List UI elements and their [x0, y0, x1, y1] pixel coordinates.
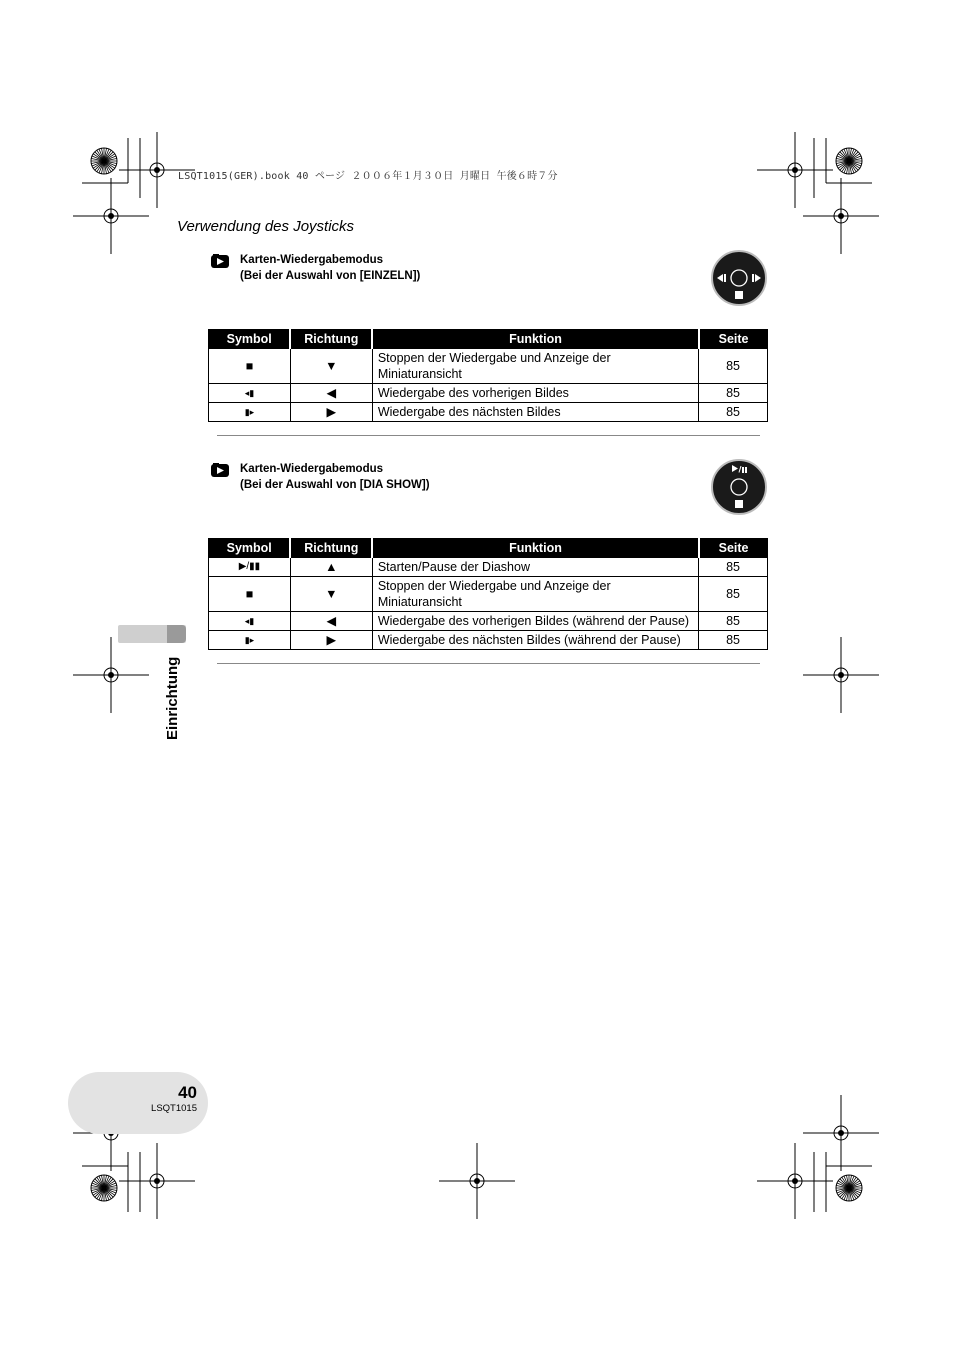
col-header: Symbol — [209, 329, 291, 349]
page-cell: 85 — [699, 349, 768, 384]
direction-cell: ▼ — [290, 577, 372, 612]
col-header: Funktion — [372, 329, 698, 349]
symbol-cell: ■ — [209, 349, 291, 384]
col-header: Seite — [699, 329, 768, 349]
direction-cell: ◀ — [290, 384, 372, 403]
direction-cell: ▶ — [290, 403, 372, 422]
function-cell: Stoppen der Wiedergabe und Anzeige der Miniaturansicht — [372, 577, 698, 612]
mode-subtitle: (Bei der Auswahl von [EINZELN]) — [240, 270, 421, 282]
function-cell: Wiedergabe des vorherigen Bildes — [372, 384, 698, 403]
model-code: LSQT1015 — [151, 1103, 197, 1114]
col-header: Richtung — [290, 538, 372, 558]
table-row — [209, 349, 768, 384]
card-playback-icon — [211, 254, 229, 268]
table-row — [209, 577, 768, 612]
col-header: Symbol — [209, 538, 291, 558]
page-cell: 85 — [699, 577, 768, 612]
col-header: Seite — [699, 538, 768, 558]
page-cell: 85 — [699, 558, 768, 577]
page-cell: 85 — [699, 631, 768, 650]
direction-cell: ▲ — [290, 558, 372, 577]
page-number: 40 — [178, 1083, 197, 1102]
divider — [217, 663, 760, 664]
mode-subtitle: (Bei der Auswahl von [DIA SHOW]) — [240, 479, 430, 491]
function-table-dia-show — [208, 538, 768, 650]
print-header: LSQT1015(GER).book 40 ページ ２００６年１月３０日 月曜日 午後６時７分 — [178, 171, 558, 182]
mode-title: Karten-Wiedergabemodus — [240, 254, 384, 266]
card-playback-icon — [211, 463, 229, 477]
chapter-label: Einrichtung — [164, 656, 181, 740]
table-row — [209, 403, 768, 422]
symbol-cell: ▮▸ — [209, 631, 291, 650]
page-cell: 85 — [699, 612, 768, 631]
function-cell: Wiedergabe des vorherigen Bildes (während der Pause) — [372, 612, 698, 631]
mode-title: Karten-Wiedergabemodus — [240, 463, 384, 475]
table-row — [209, 612, 768, 631]
joystick-slideshow-icon — [710, 458, 768, 516]
function-cell: Stoppen der Wiedergabe und Anzeige der Miniaturansicht — [372, 349, 698, 384]
function-table-einzeln — [208, 329, 768, 422]
direction-cell: ◀ — [290, 612, 372, 631]
table-row — [209, 631, 768, 650]
symbol-cell: ▶/▮▮ — [209, 558, 291, 577]
chapter-tab-marker — [167, 625, 186, 643]
col-header: Funktion — [372, 538, 698, 558]
page-cell: 85 — [699, 403, 768, 422]
divider — [217, 435, 760, 436]
table-row — [209, 384, 768, 403]
joystick-single-icon — [710, 249, 768, 307]
function-cell: Wiedergabe des nächsten Bildes (während der Pause) — [372, 631, 698, 650]
col-header: Richtung — [290, 329, 372, 349]
page-cell: 85 — [699, 384, 768, 403]
direction-cell: ▼ — [290, 349, 372, 384]
symbol-cell: ◂▮ — [209, 612, 291, 631]
symbol-cell: ▮▸ — [209, 403, 291, 422]
direction-cell: ▶ — [290, 631, 372, 650]
table-row — [209, 558, 768, 577]
symbol-cell: ◂▮ — [209, 384, 291, 403]
function-cell: Wiedergabe des nächsten Bildes — [372, 403, 698, 422]
function-cell: Starten/Pause der Diashow — [372, 558, 698, 577]
section-heading: Verwendung des Joysticks — [177, 218, 355, 235]
symbol-cell: ■ — [209, 577, 291, 612]
